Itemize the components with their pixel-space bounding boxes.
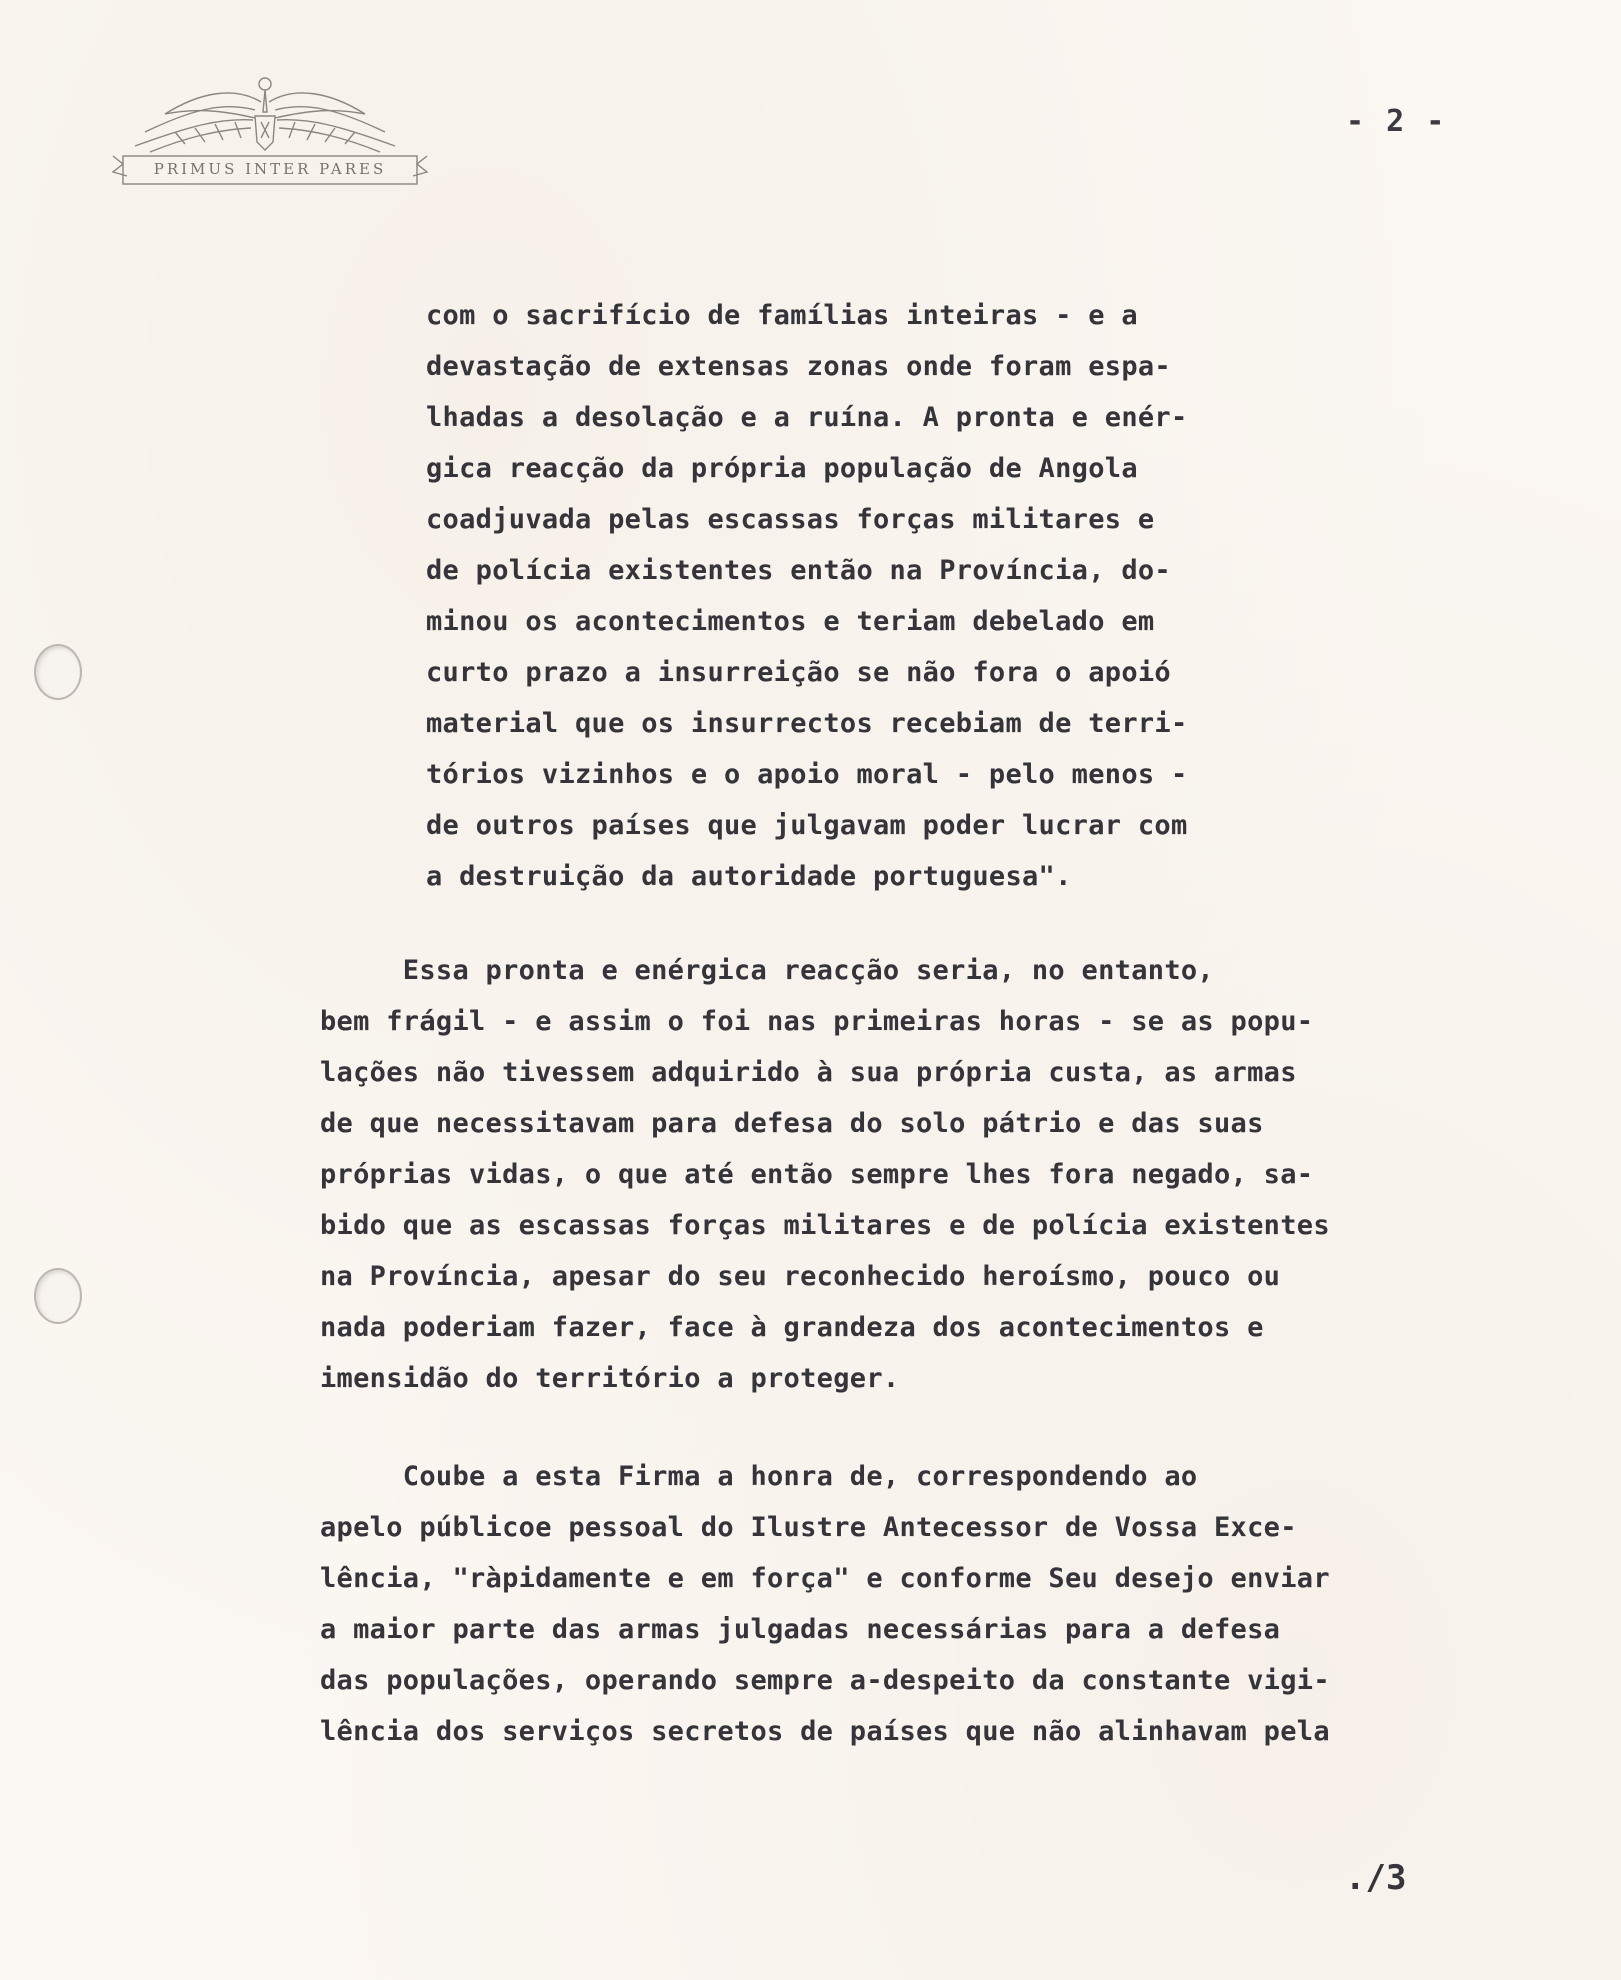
text-line: lhadas a desolação e a ruína. A pronta e enér- [426, 402, 1188, 433]
text-line: a maior parte das armas julgadas necessárias para a defesa [320, 1614, 1281, 1645]
text-line: na Província, apesar do seu reconhecido heroísmo, pouco ou [320, 1261, 1281, 1292]
continuation-mark: ./3 [1345, 1858, 1407, 1898]
paragraph-2 [320, 945, 1330, 1404]
text-line: material que os insurrectos recebiam de terri- [426, 708, 1188, 739]
text-line: lência, "ràpidamente e em força" e conforme Seu desejo enviar [320, 1563, 1330, 1594]
text-line: lações não tivessem adquirido à sua própria custa, as armas [320, 1057, 1297, 1088]
letterhead-motto: PRIMUS INTER PARES [153, 160, 387, 178]
text-line: minou os acontecimentos e teriam debelado em [426, 606, 1155, 637]
text-line: devastação de extensas zonas onde foram espa- [426, 351, 1171, 382]
text-line: coadjuvada pelas escassas forças militares e [426, 504, 1155, 535]
text-line: nada poderiam fazer, face à grandeza dos acontecimentos e [320, 1312, 1264, 1343]
text-line: apelo públicoe pessoal do Ilustre Antecessor de Vossa Exce- [320, 1512, 1297, 1543]
text-line: curto prazo a insurreição se não fora o apoió [426, 657, 1171, 688]
text-line: de outros países que julgavam poder lucrar com [426, 810, 1188, 841]
text-line: Coube a esta Firma a honra de, correspondendo ao [320, 1461, 1198, 1492]
text-line: lência dos serviços secretos de países que não alinhavam pela [320, 1716, 1330, 1747]
punch-hole [34, 644, 82, 700]
text-line: Essa pronta e enérgica reacção seria, no entanto, [320, 955, 1214, 986]
letterhead-logo [105, 72, 435, 192]
text-line: de que necessitavam para defesa do solo pátrio e das suas [320, 1108, 1264, 1139]
text-line: a destruição da autoridade portuguesa". [426, 861, 1072, 892]
page-number: - 2 - [1346, 104, 1447, 139]
paragraph-1 [426, 290, 1188, 902]
paragraph-3 [320, 1451, 1330, 1757]
punch-hole [34, 1268, 82, 1324]
text-line: bido que as escassas forças militares e de polícia existentes [320, 1210, 1330, 1241]
text-line: próprias vidas, o que até então sempre lhes fora negado, sa- [320, 1159, 1314, 1190]
text-line: com o sacrifício de famílias inteiras - e a [426, 300, 1138, 331]
text-line: gica reacção da própria população de Angola [426, 453, 1138, 484]
text-line: bem frágil - e assim o foi nas primeiras horas - se as popu- [320, 1006, 1314, 1037]
text-line: imensidão do território a proteger. [320, 1363, 900, 1394]
text-line: das populações, operando sempre a-despeito da constante vigi- [320, 1665, 1330, 1696]
text-line: tórios vizinhos e o apoio moral - pelo menos - [426, 759, 1188, 790]
text-line: de polícia existentes então na Província, do- [426, 555, 1171, 586]
